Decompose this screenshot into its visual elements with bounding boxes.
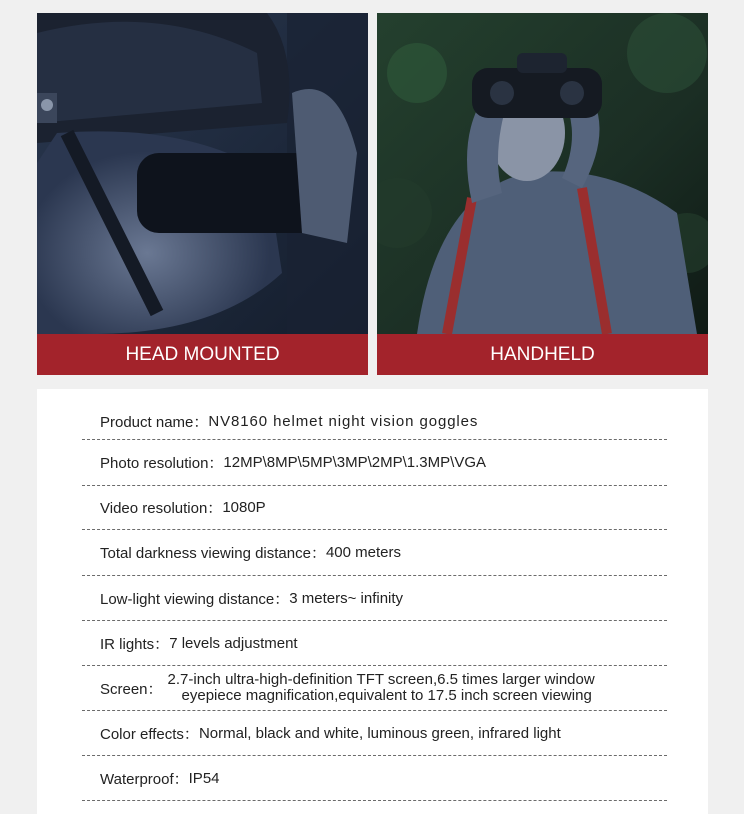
spec-label: Screen： — [100, 680, 163, 698]
spec-row-photo-resolution — [82, 440, 667, 486]
spec-row-screen — [82, 666, 667, 711]
spec-value: IP54 — [188, 769, 220, 787]
head-mounted-photo — [37, 13, 368, 334]
handheld-panel — [377, 13, 708, 375]
spec-label: IR lights： — [100, 635, 170, 653]
spec-label: Photo resolution： — [100, 455, 224, 472]
spec-value: Normal, black and white, luminous green, infrared light — [198, 724, 561, 742]
spec-value: 1080P — [222, 499, 266, 516]
spec-label: Color effects： — [100, 725, 199, 743]
head-mounted-panel — [37, 13, 368, 375]
spec-label: Low-light viewing distance： — [100, 590, 290, 608]
specifications-card — [37, 389, 708, 814]
spec-value-line-1: 2.7-inch ultra-high-definition TFT screen,6.5 times larger window — [167, 671, 595, 688]
spec-label: Total darkness viewing distance： — [100, 545, 326, 562]
spec-value: 3 meters~ infinity — [289, 589, 404, 607]
spec-value: 400 meters — [325, 544, 401, 561]
spec-label: Video resolution： — [100, 500, 223, 517]
spec-label: Product name： — [100, 414, 209, 431]
spec-row-video-resolution — [82, 486, 667, 530]
spec-row-ir-lights — [82, 621, 667, 666]
head-mounted-caption: HEAD MOUNTED — [37, 334, 368, 375]
spec-row-product-name — [82, 404, 667, 440]
spec-row-color-effects — [82, 711, 667, 756]
spec-row-total-darkness-distance — [82, 530, 667, 576]
spec-value: 7 levels adjustment — [169, 634, 298, 652]
spec-value — [163, 672, 595, 704]
spec-value-line-2: eyepiece magnification,equivalent to 17.5 inch screen viewing — [181, 687, 592, 704]
spec-row-low-light-distance — [82, 576, 667, 621]
handheld-photo — [377, 13, 708, 334]
spec-value: NV8160 helmet night vision goggles — [208, 413, 479, 430]
handheld-caption: HANDHELD — [377, 334, 708, 375]
spec-row-waterproof — [82, 756, 667, 801]
spec-label: Waterproof： — [100, 770, 189, 788]
spec-value: 12MP\8MP\5MP\3MP\2MP\1.3MP\VGA — [223, 454, 486, 471]
